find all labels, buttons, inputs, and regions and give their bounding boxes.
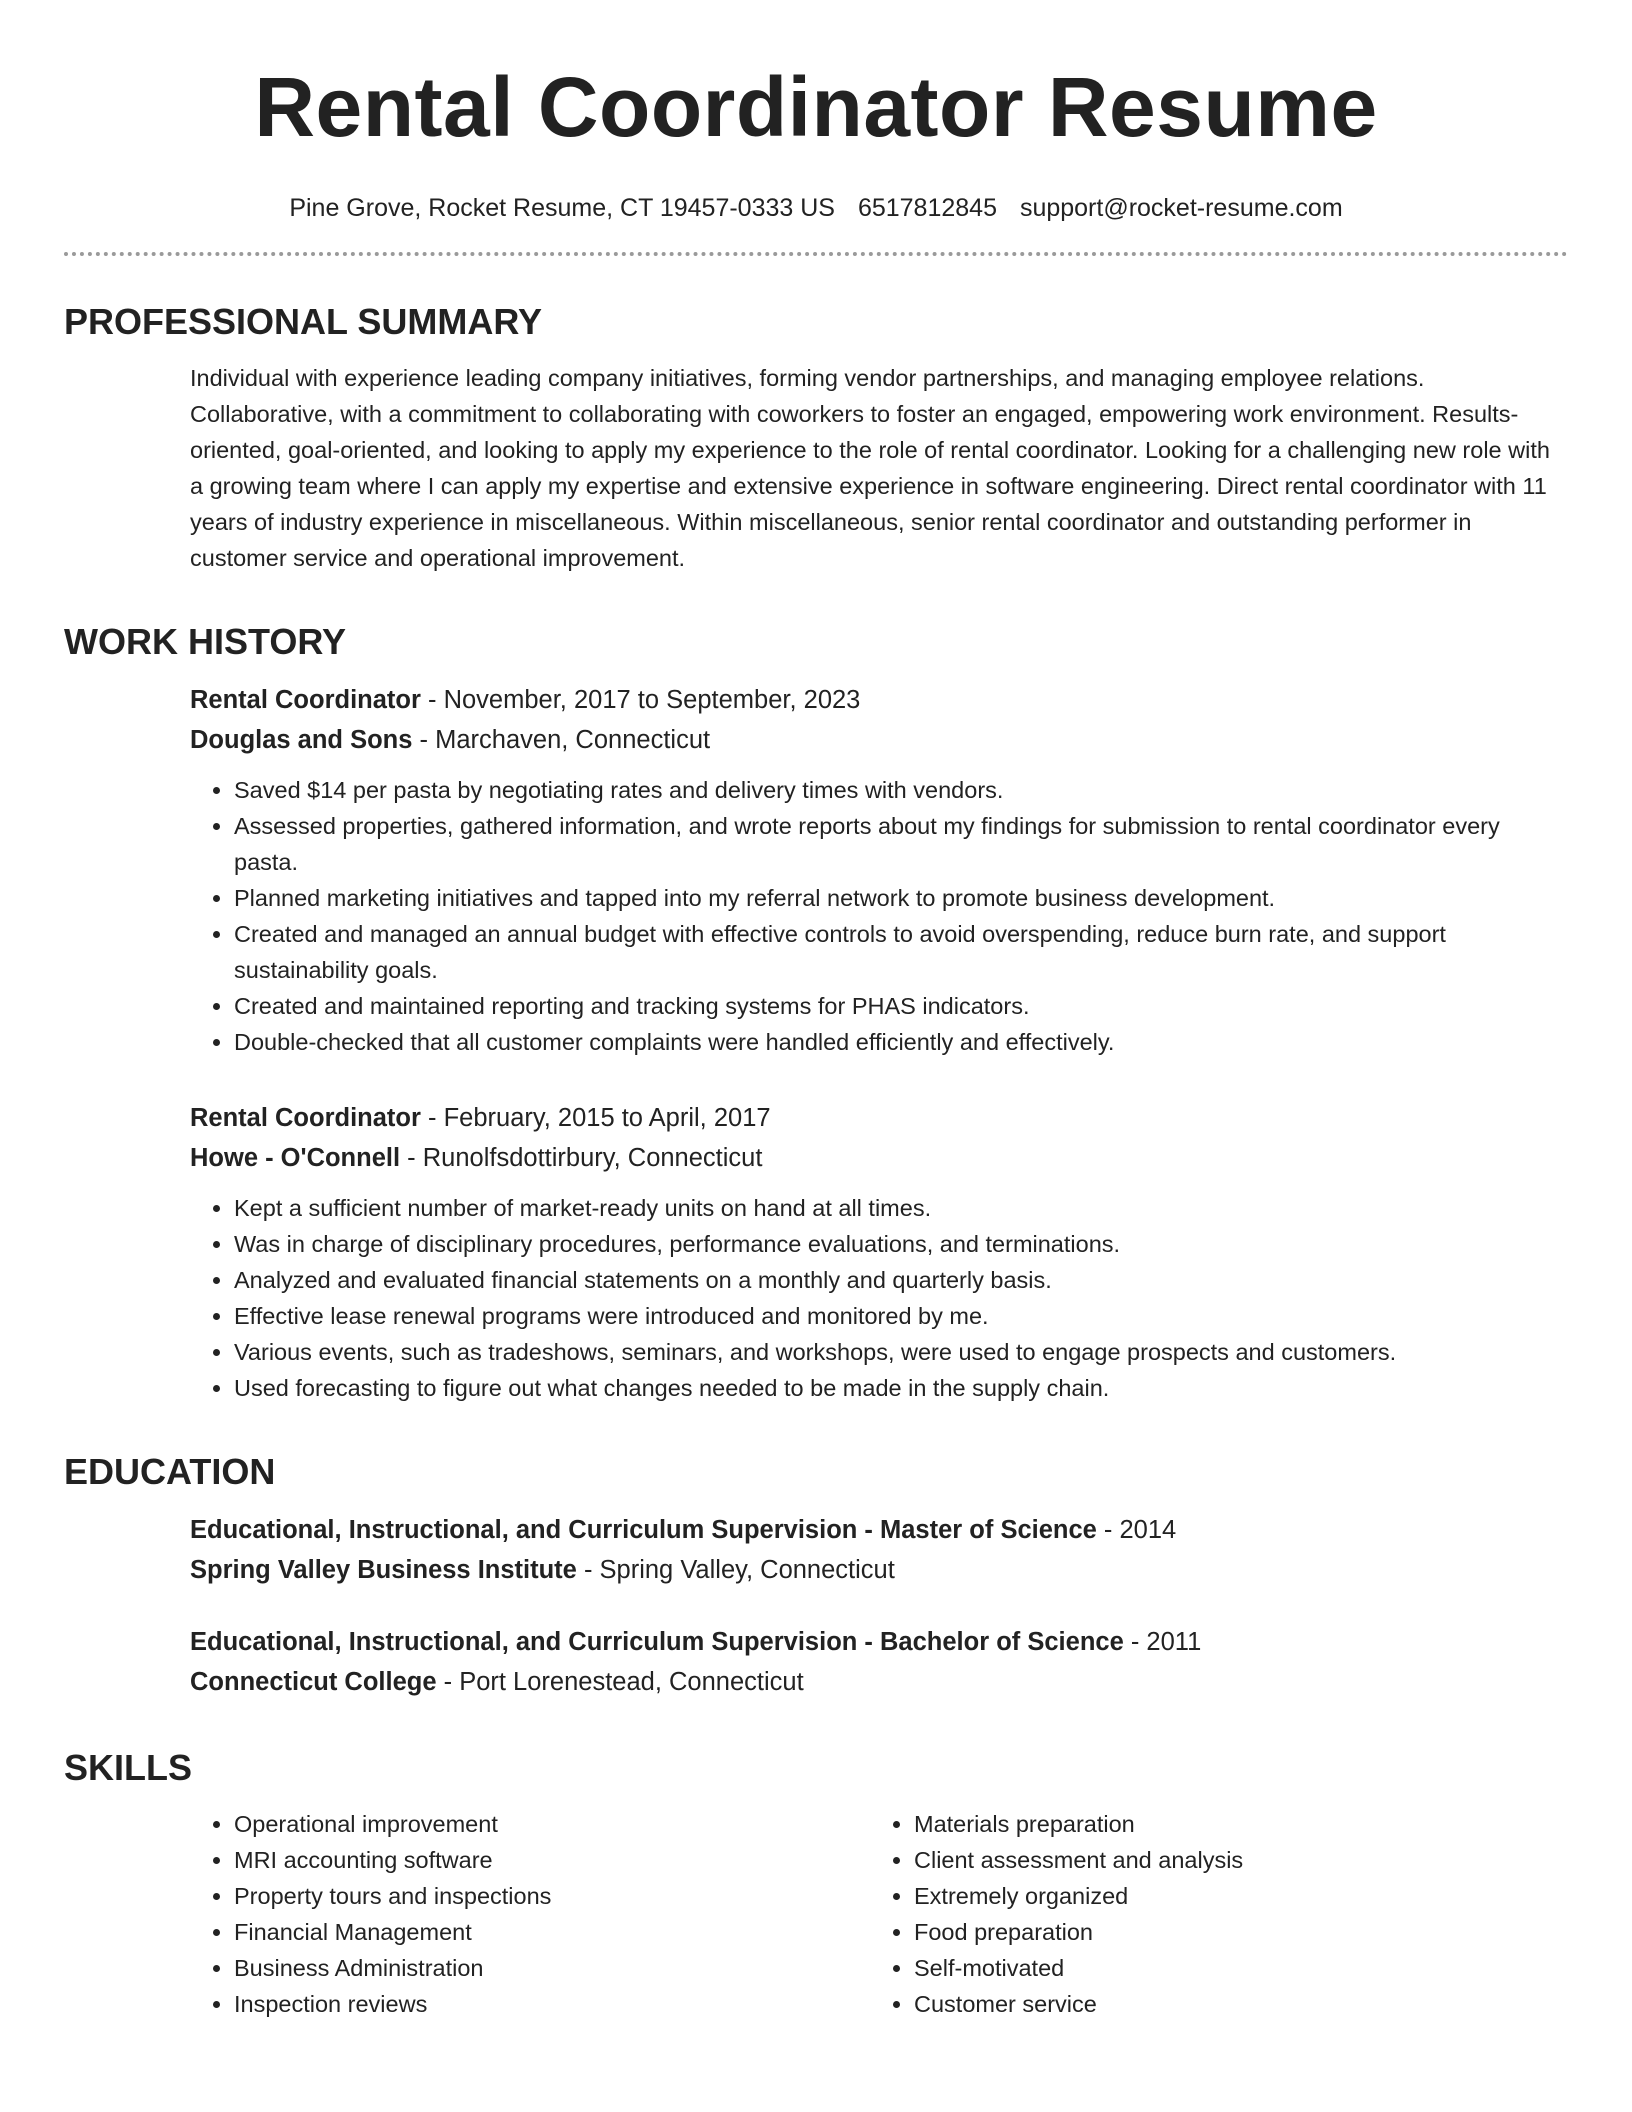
job-bullet: • Various events, such as tradeshows, seminars, and workshops, were used to engage prospects and customers. bbox=[234, 1334, 1568, 1370]
job-bullets bbox=[190, 1190, 1568, 1406]
contact-phone: 6517812845 bbox=[857, 194, 997, 222]
education-section bbox=[190, 1510, 1568, 1702]
school-line bbox=[190, 1550, 1568, 1590]
skills-section bbox=[190, 1806, 1568, 2022]
school-name: Spring Valley Business Institute bbox=[190, 1556, 577, 1584]
degree-line bbox=[190, 1510, 1568, 1550]
job-bullet: • Planned marketing initiatives and tapped into my referral network to promote business development. bbox=[234, 880, 1568, 916]
skills-column-right bbox=[870, 1806, 1550, 2022]
job-bullet: • Was in charge of disciplinary procedures, performance evaluations, and terminations. bbox=[234, 1226, 1568, 1262]
school-name: Connecticut College bbox=[190, 1668, 437, 1696]
degree-year: - 2011 bbox=[1123, 1628, 1202, 1656]
job-bullet: • Kept a sufficient number of market-ready units on hand at all times. bbox=[234, 1190, 1568, 1226]
job-bullet: • Analyzed and evaluated financial statements on a monthly and quarterly basis. bbox=[234, 1262, 1568, 1298]
skills-column-left bbox=[190, 1806, 870, 2022]
work-history-section bbox=[190, 680, 1568, 1406]
summary-section bbox=[190, 360, 1568, 576]
job-company-line bbox=[190, 720, 1568, 760]
job-company: Howe - O'Connell bbox=[190, 1144, 401, 1172]
job-bullet: • Used forecasting to figure out what changes needed to be made in the supply chain. bbox=[234, 1370, 1568, 1406]
job-bullet: • Effective lease renewal programs were introduced and monitored by me. bbox=[234, 1298, 1568, 1334]
skill-item: • Business Administration bbox=[234, 1950, 870, 1986]
education-heading: EDUCATION bbox=[64, 1451, 276, 1492]
skill-item: • Financial Management bbox=[234, 1914, 870, 1950]
contact-email: support@rocket-resume.com bbox=[1019, 194, 1343, 222]
skills-heading: SKILLS bbox=[64, 1747, 193, 1788]
degree-line bbox=[190, 1622, 1568, 1662]
job-entry bbox=[190, 680, 1568, 1060]
skill-item: • Operational improvement bbox=[234, 1806, 870, 1842]
job-bullet: • Assessed properties, gathered information, and wrote reports about my findings for submission to rental coordinator every pasta. bbox=[234, 808, 1568, 880]
summary-text: Individual with experience leading company initiatives, forming vendor partnerships, and managing employee relations. Collaborative, with a commitment to collaborating with coworkers to foster an engaged, empowering work environment. Results-oriented, goal-oriented, and looking to apply my experience to the role of rental coordinator. Looking for a challenging new role with a growing team where I can apply my expertise and extensive experience in software engineering. Direct rental coordinator with 11 years of industry experience in miscellaneous. Within miscellaneous, senior rental coordinator and outstanding performer in customer service and operational improvement. bbox=[190, 365, 1550, 571]
job-dates: - November, 2017 to September, 2023 bbox=[420, 686, 861, 714]
skill-item: • Client assessment and analysis bbox=[914, 1842, 1550, 1878]
school-location: - Spring Valley, Connecticut bbox=[576, 1556, 895, 1584]
skill-item: • Extremely organized bbox=[914, 1878, 1550, 1914]
job-company: Douglas and Sons bbox=[190, 726, 413, 754]
degree-name: Educational, Instructional, and Curriculum Supervision - Bachelor of Science bbox=[190, 1628, 1124, 1656]
skill-item: • Self-motivated bbox=[914, 1950, 1550, 1986]
job-bullet: • Double-checked that all customer complaints were handled efficiently and effectively. bbox=[234, 1024, 1568, 1060]
degree-name: Educational, Instructional, and Curriculum Supervision - Master of Science bbox=[190, 1516, 1097, 1544]
page-title: Rental Coordinator Resume bbox=[254, 60, 1378, 154]
job-entry bbox=[190, 1098, 1568, 1406]
education-entry bbox=[190, 1622, 1568, 1702]
job-title: Rental Coordinator bbox=[190, 1104, 421, 1132]
degree-year: - 2014 bbox=[1096, 1516, 1177, 1544]
header-divider bbox=[64, 252, 1568, 256]
job-bullet: • Created and managed an annual budget with effective controls to avoid overspending, reduce burn rate, and support sustainability goals. bbox=[234, 916, 1568, 988]
skill-item: • Customer service bbox=[914, 1986, 1550, 2022]
contact-line bbox=[64, 190, 1568, 226]
job-title-line bbox=[190, 1098, 1568, 1138]
skill-item: • Materials preparation bbox=[914, 1806, 1550, 1842]
job-bullet: • Saved $14 per pasta by negotiating rates and delivery times with vendors. bbox=[234, 772, 1568, 808]
resume-header bbox=[64, 0, 1568, 256]
job-bullets bbox=[190, 772, 1568, 1060]
job-location: - Runolfsdottirbury, Connecticut bbox=[400, 1144, 763, 1172]
skill-item: • Inspection reviews bbox=[234, 1986, 870, 2022]
skill-item: • MRI accounting software bbox=[234, 1842, 870, 1878]
skill-item: • Property tours and inspections bbox=[234, 1878, 870, 1914]
job-company-line bbox=[190, 1138, 1568, 1178]
job-title: Rental Coordinator bbox=[190, 686, 421, 714]
job-bullet: • Created and maintained reporting and tracking systems for PHAS indicators. bbox=[234, 988, 1568, 1024]
job-location: - Marchaven, Connecticut bbox=[412, 726, 711, 754]
school-location: - Port Lorenestead, Connecticut bbox=[436, 1668, 804, 1696]
skill-item: • Food preparation bbox=[914, 1914, 1550, 1950]
job-dates: - February, 2015 to April, 2017 bbox=[420, 1104, 771, 1132]
work-history-heading: WORK HISTORY bbox=[64, 621, 347, 662]
summary-heading: PROFESSIONAL SUMMARY bbox=[64, 301, 543, 342]
education-entry bbox=[190, 1510, 1568, 1590]
contact-address: Pine Grove, Rocket Resume, CT 19457-0333 US bbox=[289, 194, 835, 222]
job-title-line bbox=[190, 680, 1568, 720]
school-line bbox=[190, 1662, 1568, 1702]
